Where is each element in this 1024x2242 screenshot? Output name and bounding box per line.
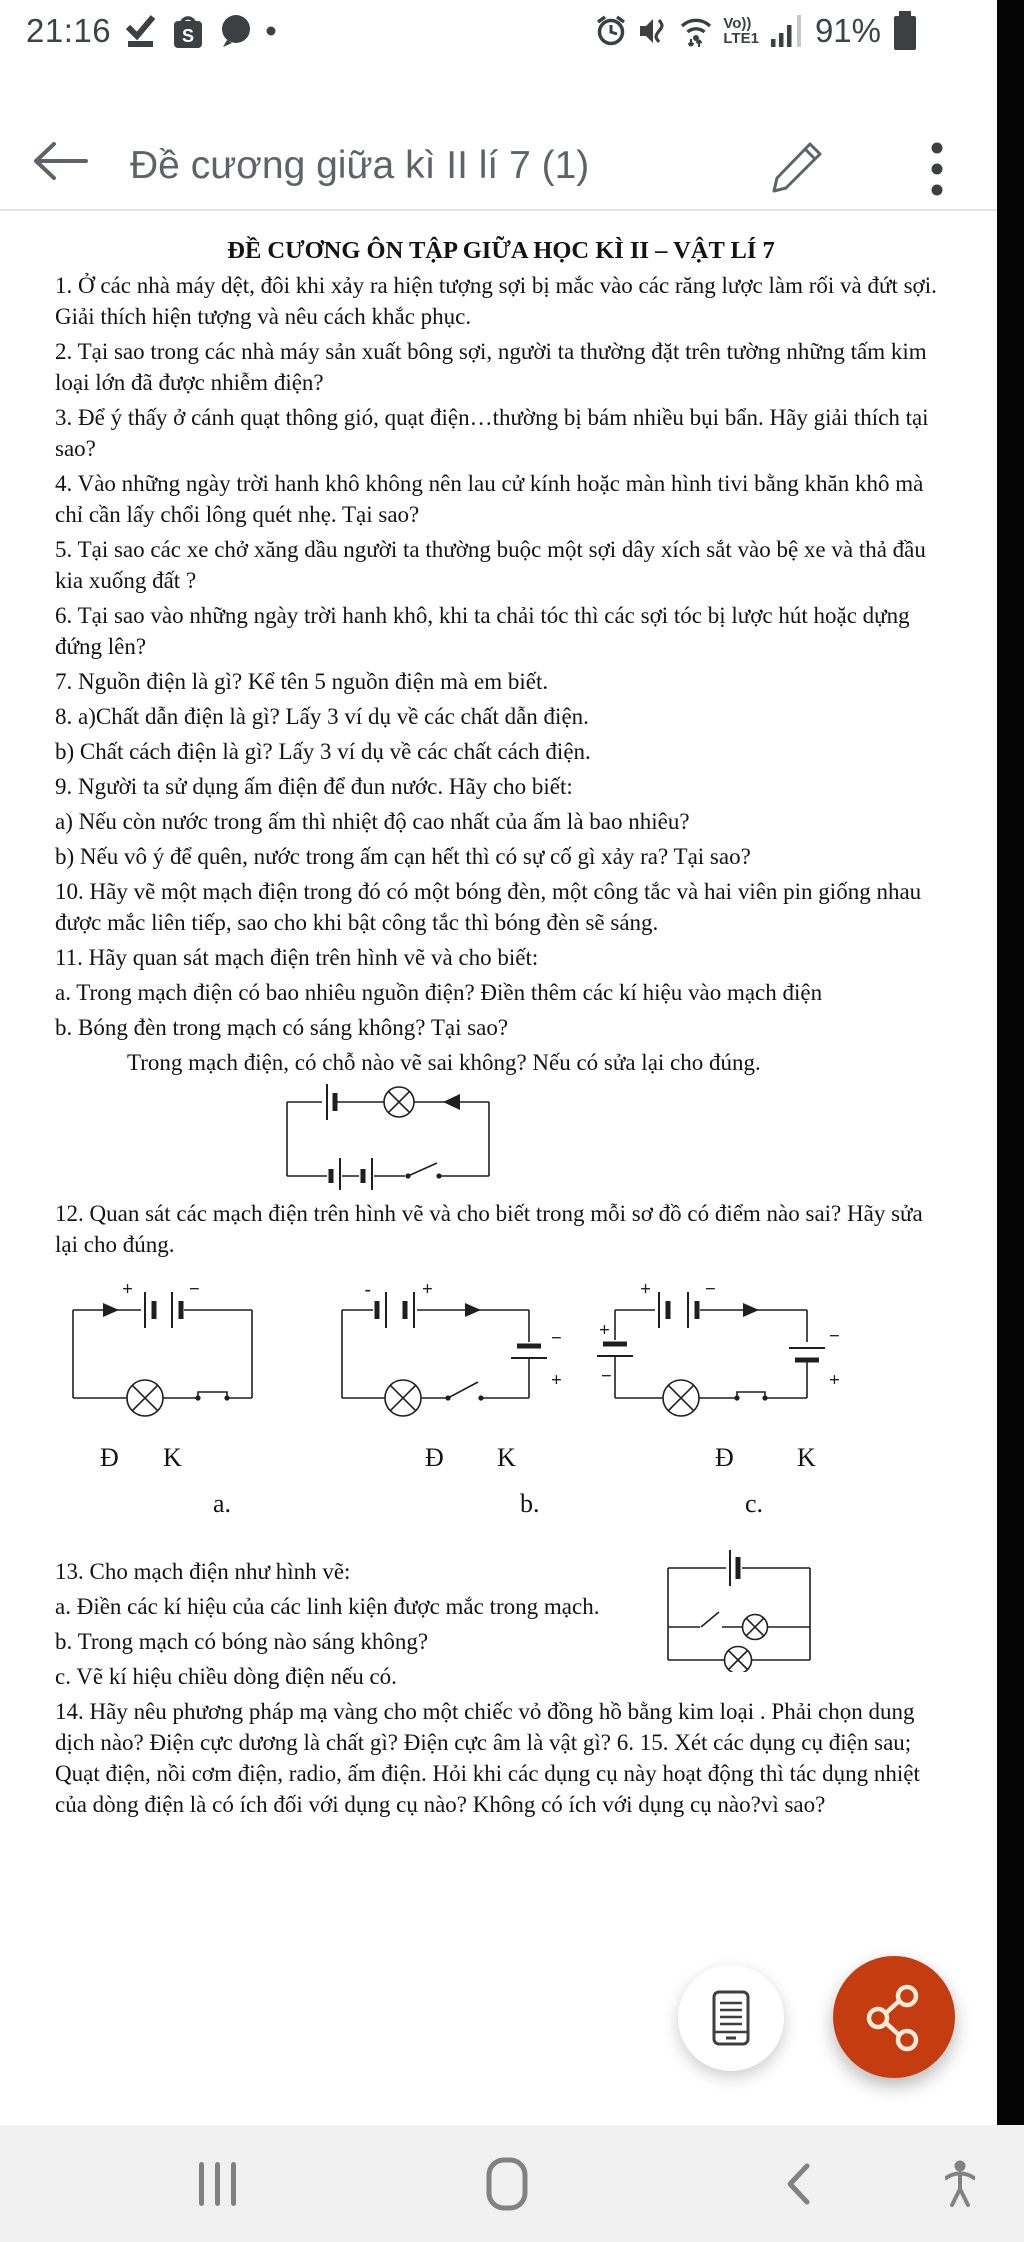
circuit-diagram-12b (327, 1280, 582, 1430)
document-page (0, 213, 997, 1824)
question-13b: b. Trong mạch có bóng nào sáng không? (55, 1629, 429, 1654)
svg-text:+: + (599, 1320, 610, 1341)
question-9a: a) Nếu còn nước trong ấm thì nhiệt độ cao nhất của ấm là bao nhiêu? (55, 809, 690, 834)
question-11c: Trong mạch điện, có chỗ nào vẽ sai không? Nếu có sửa lại cho đúng. (127, 1050, 761, 1075)
figure-label-b: b. (520, 1489, 540, 1518)
question-11: 11. Hãy quan sát mạch điện trên hình vẽ và cho biết: (55, 945, 539, 970)
circuit-diagram-q13 (660, 1544, 820, 1672)
question-13-block (55, 1556, 947, 1692)
figure-label-a: a. (213, 1489, 232, 1518)
lamp-label: Đ (425, 1443, 444, 1472)
accessibility-person-icon (945, 2160, 975, 2208)
question-6: 6. Tại sao vào những ngày trời hanh khô, khi ta chải tóc thì các sợi tóc bị lược hút hoặc dựng đứng lên? (55, 603, 910, 659)
svg-text:+: + (551, 1370, 562, 1391)
question-11a: a. Trong mạch điện có bao nhiêu nguồn điện? Điền thêm các kí hiệu vào mạch điện (55, 980, 823, 1005)
switch-label: K (163, 1443, 182, 1472)
mobile-view-button[interactable] (678, 1965, 784, 2071)
question-13c: c. Vẽ kí hiệu chiều dòng điện nếu có. (55, 1664, 397, 1689)
chat-bubble-icon (219, 13, 253, 49)
question-5: 5. Tại sao các xe chở xăng dầu người ta thường buộc một sợi dây xích sắt vào bệ xe và thả đầu kia xuống đất ? (55, 537, 926, 593)
app-header (0, 62, 997, 211)
shopping-bag-icon (169, 11, 207, 51)
recent-apps-button[interactable] (178, 2125, 258, 2242)
download-done-icon (123, 13, 157, 49)
question-12: 12. Quan sát các mạch điện trên hình vẽ và cho biết trong mỗi sơ đồ có điểm nào sai? Hãy sửa lại cho đúng. (55, 1201, 923, 1257)
circuit-diagram-12c (595, 1280, 865, 1430)
volte-indicator: Vo)) LTE1 (723, 15, 759, 47)
circuit-diagram-12a (55, 1280, 270, 1430)
question-4: 4. Vào những ngày trời hanh khô không nên lau cử kính hoặc màn hình tivi bằng khăn khô mà chỉ cần lấy chổi lông quét nhẹ. Tại sao? (55, 471, 924, 527)
share-icon (863, 1981, 925, 2053)
question-10: 10. Hãy vẽ một mạch điện trong đó có một bóng đèn, một công tắc và hai viên pin giống nhau được mắc liên tiếp, sao cho khi bật công tắc thì bóng đèn sẽ sáng. (55, 879, 922, 935)
svg-text:+: + (422, 1280, 433, 1300)
back-arrow-icon[interactable] (28, 138, 92, 184)
recents-icon (197, 2160, 239, 2208)
back-nav-button[interactable] (760, 2125, 836, 2242)
mute-icon (637, 14, 669, 48)
question-13a: a. Điền các kí hiệu của các linh kiện được mắc trong mạch. (55, 1594, 600, 1619)
svg-text:−: − (551, 1328, 562, 1349)
question-14: 14. Hãy nêu phương pháp mạ vàng cho một chiếc vỏ đồng hồ bằng kim loại . Phải chọn dung dịch nào? Điện cực dương là chất gì? Điện cực âm là vật gì? 6. 15. Xét các dụng cụ điện sau; Quạt điện, nồi cơm điện, radio, ấm điện. Hỏi khi các dụng cụ này hoạt động thì tác dụng nhiệt của dòng điện là có ích đối với dụng cụ nào? Không có ích với dụng cụ nào?vì sao? (55, 1699, 920, 1817)
question-7: 7. Nguồn điện là gì? Kể tên 5 nguồn điện mà em biết. (55, 669, 549, 694)
document-view-icon (711, 1990, 751, 2046)
signal-strength-icon (768, 12, 806, 50)
question-9b: b) Nếu vô ý để quên, nước trong ấm cạn hết thì có sự cố gì xảy ra? Tại sao? (55, 844, 751, 869)
clock-time: 21:16 (26, 12, 112, 49)
circuit-diagram-q11 (267, 1076, 507, 1190)
page-title: Đề cương giữa kì II lí 7 (1) (130, 144, 590, 187)
circuit-figures-row (55, 1280, 947, 1530)
wifi-icon (678, 13, 714, 49)
switch-label: K (497, 1443, 516, 1472)
svg-text:-: - (364, 1280, 371, 1300)
battery-icon (890, 9, 920, 53)
svg-text:−: − (601, 1366, 612, 1387)
svg-text:−: − (705, 1280, 716, 1300)
battery-percent: 91% (814, 12, 881, 49)
question-1: 1. Ở các nhà máy dệt, đôi khi xảy ra hiện tượng sợi bị mắc vào các răng lược làm rối và đứt sợi. Giải thích hiện tượng và nêu cách khắc phục. (55, 273, 937, 329)
document-title: ĐỀ CƯƠNG ÔN TẬP GIỮA HỌC KÌ II – VẬT LÍ 7 (227, 237, 775, 264)
lamp-label: Đ (100, 1443, 119, 1472)
switch-label: K (797, 1443, 816, 1472)
lamp-label: Đ (715, 1443, 734, 1472)
navigation-bar (0, 2125, 1024, 2242)
share-button[interactable] (833, 1956, 955, 2078)
notification-dot-icon (265, 25, 277, 37)
question-2: 2. Tại sao trong các nhà máy sản xuất bông sợi, người ta thường đặt trên tường những tấm kim loại lớn đã được nhiễm điện? (55, 339, 927, 395)
question-8a: 8. a)Chất dẫn điện là gì? Lấy 3 ví dụ về các chất dẫn điện. (55, 704, 589, 729)
question-13: 13. Cho mạch điện như hình vẽ: (55, 1559, 351, 1584)
svg-text:S: S (182, 26, 195, 46)
status-bar (0, 0, 997, 62)
question-9: 9. Người ta sử dụng ấm điện để đun nước. Hãy cho biết: (55, 774, 573, 799)
svg-text:+: + (829, 1370, 840, 1391)
accessibility-button[interactable] (920, 2125, 1000, 2242)
back-chevron-icon (785, 2162, 811, 2206)
svg-text:−: − (829, 1326, 840, 1347)
question-8b: b) Chất cách điện là gì? Lấy 3 ví dụ về các chất cách điện. (55, 739, 591, 764)
screen-edge-strip (997, 0, 1024, 2125)
home-button[interactable] (467, 2125, 547, 2242)
edit-pencil-icon[interactable] (768, 140, 824, 194)
svg-text:−: − (189, 1280, 200, 1300)
home-icon (485, 2156, 529, 2212)
figure-label-c: c. (745, 1489, 764, 1518)
svg-text:+: + (122, 1280, 133, 1300)
svg-text:+: + (640, 1280, 651, 1300)
question-3: 3. Để ý thấy ở cánh quạt thông gió, quạt điện…thường bị bám nhiều bụi bẩn. Hãy giải thích tại sao? (55, 405, 929, 461)
question-11b: b. Bóng đèn trong mạch có sáng không? Tại sao? (55, 1015, 509, 1040)
overflow-menu-icon[interactable] (922, 138, 952, 200)
alarm-icon (594, 14, 628, 48)
